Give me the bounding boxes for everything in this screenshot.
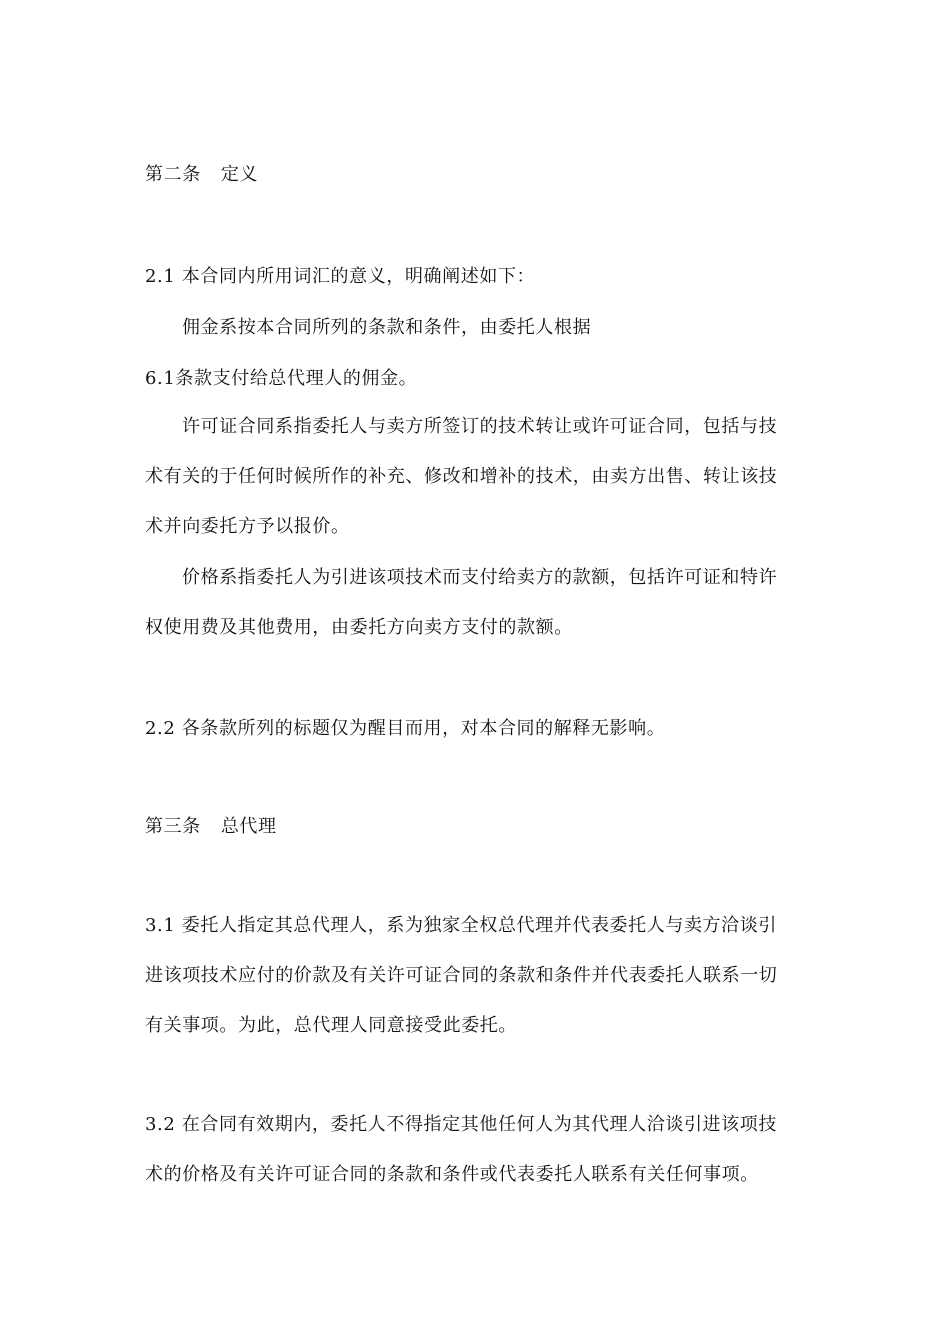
definition-price-line-2: 权使用费及其他费用，由委托方向卖方支付的款额。 [145, 617, 573, 638]
clause-2-2-text: 2.2 各条款所列的标题仅为醒目而用，对本合同的解释无影响。 [145, 718, 666, 739]
article-3-heading [145, 815, 815, 839]
article-2-heading [145, 163, 815, 187]
article-2-number: 第二条 [145, 164, 201, 185]
clause-3-1-line-2: 进该项技术应付的价款及有关许可证合同的条款和条件并代表委托人联系一切 [145, 965, 778, 986]
definition-commission-line-2: 6.1条款支付给总代理人的佣金。 [145, 368, 418, 389]
clause-3-2-line-2: 术的价格及有关许可证合同的条款和条件或代表委托人联系有关任何事项。 [145, 1164, 759, 1185]
article-3-title: 总代理 [220, 816, 277, 837]
definition-license-line-3: 术并向委托方予以报价。 [145, 516, 350, 537]
definition-license-line-1: 许可证合同系指委托人与卖方所签订的技术转让或许可证合同，包括与技 [182, 416, 778, 437]
definition-price-line-1: 价格系指委托人为引进该项技术而支付给卖方的款额，包括许可证和特许 [182, 567, 778, 588]
clause-3-2-line-1: 3.2 在合同有效期内，委托人不得指定其他任何人为其代理人洽谈引进该项技 [145, 1114, 777, 1135]
article-2-title: 定义 [220, 164, 259, 185]
definition-license-line-2: 术有关的于任何时候所作的补充、修改和增补的技术，由卖方出售、转让该技 [145, 466, 778, 487]
clause-2-1-intro: 2.1 本合同内所用词汇的意义，明确阐述如下： [145, 266, 536, 287]
clause-3-1-line-1: 3.1 委托人指定其总代理人，系为独家全权总代理并代表委托人与卖方洽谈引 [145, 915, 777, 936]
clause-3-1-line-3: 有关事项。为此，总代理人同意接受此委托。 [145, 1015, 517, 1036]
definition-commission-line-1: 佣金系按本合同所列的条款和条件，由委托人根据 [182, 317, 592, 338]
article-3-number: 第三条 [145, 816, 201, 837]
